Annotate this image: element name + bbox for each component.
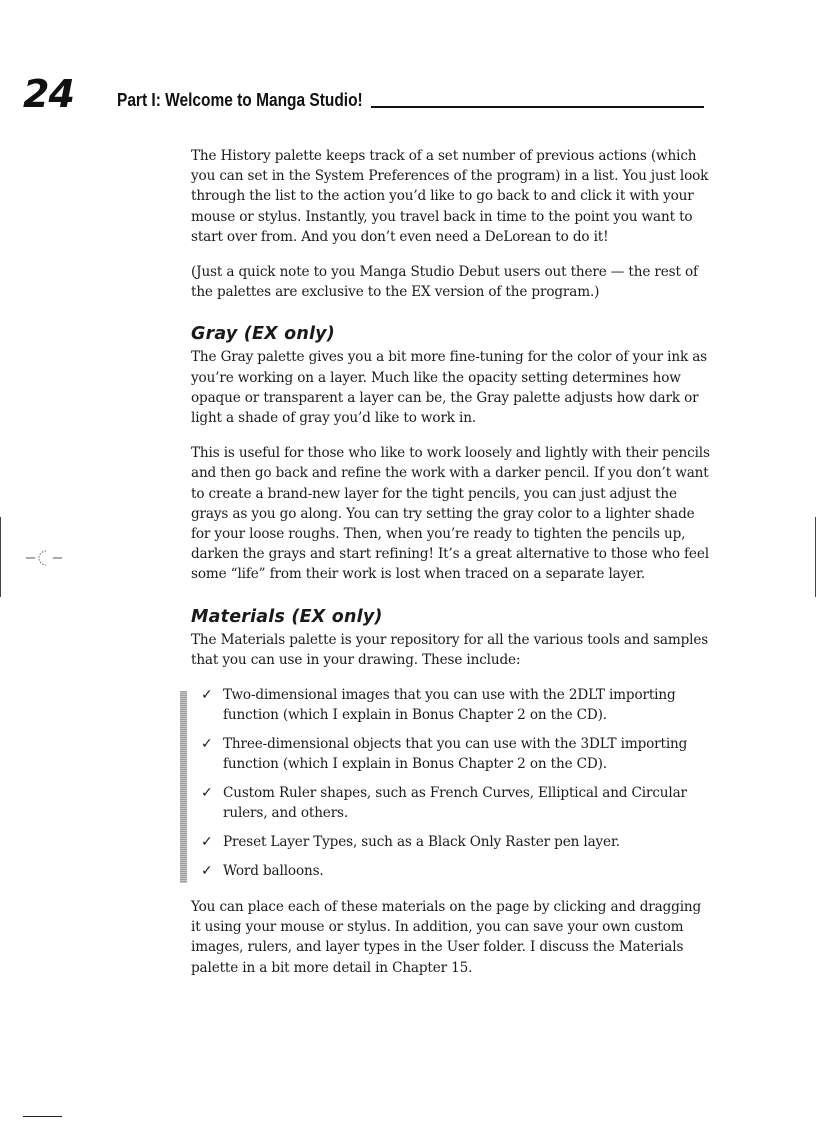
registration-mark-icon — [26, 548, 66, 568]
check-icon: ✓ — [201, 785, 213, 802]
crop-mark-left — [0, 517, 1, 597]
check-icon: ✓ — [201, 834, 213, 851]
running-head: Part I: Welcome to Manga Studio! — [117, 90, 363, 110]
materials-list — [191, 685, 711, 881]
list-item: ✓ Three-dimensional objects that you can use with the 3DLT importing function (which I explain in Bonus Chapter 2 on the CD). — [201, 736, 688, 773]
list-bar — [180, 691, 187, 883]
list-item: ✓ Preset Layer Types, such as a Black Only Raster pen layer. — [201, 834, 620, 851]
list-item: ✓ Custom Ruler shapes, such as French Curves, Elliptical and Circular rulers, and others. — [201, 785, 687, 822]
check-icon: ✓ — [201, 687, 213, 704]
history-paragraph: The History palette keeps track of a set number of previous actions (which you can set in the System Preferences of the program) in a list. You just look through the list to the action you’d like to go back to and click it with your mouse or stylus. Instantly, you travel back in time to the point you want to start over from. And you don’t even need a DeLorean to do it! — [191, 148, 709, 245]
check-icon: ✓ — [201, 863, 213, 880]
materials-intro-paragraph: The Materials palette is your repository for all the various tools and samples that you can use in your drawing. These include: — [191, 631, 709, 668]
list-item: ✓ Two-dimensional images that you can use with the 2DLT importing function (which I explain in Bonus Chapter 2 on the CD). — [201, 687, 676, 724]
materials-section-heading: Materials (EX only) — [191, 606, 383, 627]
debut-note-paragraph: (Just a quick note to you Manga Studio Debut users out there — the rest of the palettes are exclusive to the EX version of the program.) — [191, 264, 698, 301]
gray-section-heading: Gray (EX only) — [191, 324, 335, 345]
check-icon: ✓ — [201, 736, 213, 753]
page-body — [191, 146, 711, 978]
footer-rule — [23, 1116, 62, 1117]
materials-closing-paragraph: You can place each of these materials on the page by clicking and dragging it using your mouse or stylus. In addition, you can save your own custom images, rulers, and layer types in the User folder. I discuss the Materials palette in a bit more detail in Chapter 15. — [191, 899, 702, 976]
header-rule — [371, 106, 704, 108]
gray-paragraph-2: This is useful for those who like to work loosely and lightly with their pencils and then go back and refine the work with a darker pencil. If you don’t want to create a brand-new layer for the tight pencils, you can just adjust the grays as you go along. You can try setting the gray color to a lighter shade for your loose roughs. Then, when you’re ready to tighten the pencils up, darken the grays and start refining! It’s a great alternative to those who feel some “life” from their work is lost when traced on a separate layer. — [191, 445, 710, 583]
gray-paragraph-1: The Gray palette gives you a bit more fine-tuning for the color of your ink as you’re working on a layer. Much like the opacity setting determines how opaque or transparent a layer can be, the Gray palette adjusts how dark or light a shade of gray you’d like to work in. — [191, 349, 708, 427]
list-item: ✓ Word balloons. — [201, 863, 324, 880]
page-number: 24 — [23, 72, 74, 116]
